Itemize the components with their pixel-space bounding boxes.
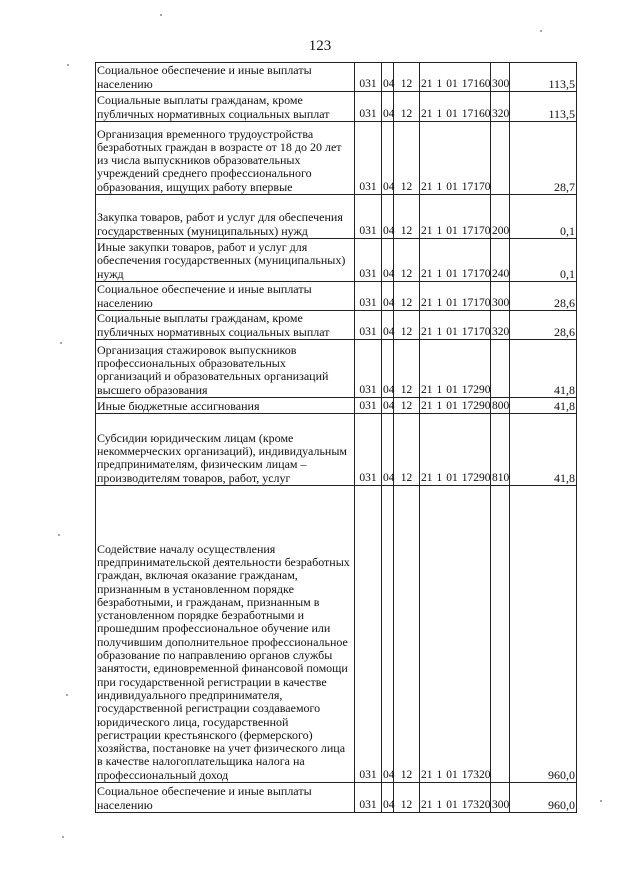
target-article-code xyxy=(420,783,491,813)
subsection-code-text: 12 xyxy=(400,267,413,280)
target-code-part: 1 xyxy=(436,180,443,193)
target-code-part: 1 xyxy=(436,383,443,396)
target-code-part: 01 xyxy=(446,471,458,484)
subsection-code-text: 12 xyxy=(400,180,413,193)
section-code xyxy=(382,63,394,92)
table-row xyxy=(96,92,577,122)
admin-code xyxy=(355,398,382,414)
admin-code xyxy=(355,414,382,486)
target-code-part: 1 xyxy=(436,107,443,120)
amount xyxy=(510,340,577,398)
target-code-part: 21 xyxy=(421,296,433,309)
table-row xyxy=(96,398,577,414)
row-name-text: Закупка товаров, работ и услуг для обеспечения государственных (муниципальных) нужд xyxy=(97,210,343,238)
target-code-part: 01 xyxy=(446,399,458,412)
row-name xyxy=(96,122,355,195)
admin-code xyxy=(355,340,382,398)
target-article-code xyxy=(420,122,491,195)
target-article-code xyxy=(420,414,491,486)
row-name xyxy=(96,92,355,122)
target-code-part: 1 xyxy=(436,267,443,280)
subsection-code-text: 12 xyxy=(400,399,413,412)
amount xyxy=(510,195,577,239)
admin-code-text: 031 xyxy=(359,798,377,811)
subsection-code-text: 12 xyxy=(400,296,413,309)
expense-type-code xyxy=(491,414,510,486)
admin-code xyxy=(355,282,382,311)
section-code xyxy=(382,282,394,311)
target-code-part: 21 xyxy=(421,768,433,781)
section-code-text: 04 xyxy=(383,768,395,781)
admin-code-text: 031 xyxy=(359,383,377,396)
target-code-part: 1 xyxy=(436,471,443,484)
table-row xyxy=(96,63,577,92)
target-code-part: 01 xyxy=(446,383,458,396)
target-code-part: 17170 xyxy=(461,296,491,309)
expense-type-code-text: 320 xyxy=(492,107,510,120)
amount-text: 960,0 xyxy=(548,767,575,782)
subsection-code xyxy=(394,340,420,398)
row-name-text: Социальное обеспечение и иные выплаты населению xyxy=(97,282,312,310)
row-name-text: Социальные выплаты гражданам, кроме публичных нормативных социальных выплат xyxy=(97,93,330,121)
amount-text: 41,8 xyxy=(554,382,575,397)
expense-type-code xyxy=(491,195,510,239)
page-number: 123 xyxy=(308,38,332,54)
target-code-part: 1 xyxy=(436,399,443,412)
target-article-code xyxy=(420,239,491,282)
admin-code-text: 031 xyxy=(359,325,377,338)
section-code xyxy=(382,340,394,398)
section-code xyxy=(382,398,394,414)
admin-code xyxy=(355,486,382,783)
amount xyxy=(510,486,577,783)
expense-type-code-text: 300 xyxy=(492,296,510,309)
amount xyxy=(510,282,577,311)
subsection-code xyxy=(394,122,420,195)
target-code-part: 1 xyxy=(436,77,443,90)
target-code-part: 17290 xyxy=(461,383,491,396)
row-name-text: Социальные выплаты гражданам, кроме публичных нормативных социальных выплат xyxy=(97,311,330,339)
target-code-part: 01 xyxy=(446,224,458,237)
amount xyxy=(510,783,577,813)
row-name xyxy=(96,414,355,486)
section-code xyxy=(382,414,394,486)
target-code-part: 17170 xyxy=(461,180,491,193)
admin-code xyxy=(355,92,382,122)
table-row xyxy=(96,239,577,282)
row-name-text: Иные бюджетные ассигнования xyxy=(97,398,260,413)
expense-type-code-text: 300 xyxy=(492,798,510,811)
target-code-part: 01 xyxy=(446,180,458,193)
admin-code-text: 031 xyxy=(359,296,377,309)
target-code-part: 17290 xyxy=(461,471,491,484)
admin-code xyxy=(355,63,382,92)
subsection-code-text: 12 xyxy=(400,107,413,120)
section-code-text: 04 xyxy=(383,798,395,811)
target-code-part: 01 xyxy=(446,768,458,781)
section-code xyxy=(382,92,394,122)
table-row xyxy=(96,340,577,398)
target-code-part: 21 xyxy=(421,325,433,338)
subsection-code xyxy=(394,92,420,122)
section-code-text: 04 xyxy=(383,325,395,338)
target-code-part: 17320 xyxy=(461,798,491,811)
target-article-code xyxy=(420,486,491,783)
target-code-part: 21 xyxy=(421,224,433,237)
row-name xyxy=(96,282,355,311)
section-code-text: 04 xyxy=(383,180,395,193)
target-article-code xyxy=(420,92,491,122)
target-code-part: 17170 xyxy=(461,325,491,338)
target-code-part: 1 xyxy=(436,224,443,237)
target-code-part: 17170 xyxy=(461,267,491,280)
target-article-code xyxy=(420,195,491,239)
expense-type-code xyxy=(491,398,510,414)
subsection-code xyxy=(394,398,420,414)
amount-text: 113,5 xyxy=(548,106,575,121)
admin-code xyxy=(355,239,382,282)
subsection-code xyxy=(394,783,420,813)
row-name xyxy=(96,311,355,340)
target-code-part: 17160 xyxy=(461,77,491,90)
amount-text: 28,7 xyxy=(554,179,575,194)
admin-code xyxy=(355,311,382,340)
row-name xyxy=(96,195,355,239)
target-code-part: 01 xyxy=(446,296,458,309)
target-code-part: 21 xyxy=(421,399,433,412)
section-code-text: 04 xyxy=(383,77,395,90)
expense-type-code xyxy=(491,486,510,783)
section-code xyxy=(382,239,394,282)
amount xyxy=(510,239,577,282)
admin-code-text: 031 xyxy=(359,224,377,237)
admin-code xyxy=(355,195,382,239)
section-code-text: 04 xyxy=(383,471,395,484)
target-code-part: 17290 xyxy=(461,399,491,412)
amount xyxy=(510,63,577,92)
admin-code-text: 031 xyxy=(359,399,377,412)
subsection-code xyxy=(394,63,420,92)
expense-type-code-text: 200 xyxy=(492,224,510,237)
expense-type-code xyxy=(491,239,510,282)
target-code-part: 21 xyxy=(421,383,433,396)
target-code-part: 01 xyxy=(446,107,458,120)
amount-text: 113,5 xyxy=(548,76,575,91)
section-code xyxy=(382,195,394,239)
row-name xyxy=(96,783,355,813)
target-code-part: 01 xyxy=(446,267,458,280)
amount xyxy=(510,311,577,340)
row-name-text: Иные закупки товаров, работ и услуг для обеспечения государственных (муниципальных) нужд xyxy=(97,240,346,281)
subsection-code-text: 12 xyxy=(400,224,413,237)
subsection-code-text: 12 xyxy=(400,768,413,781)
section-code xyxy=(382,783,394,813)
section-code xyxy=(382,311,394,340)
expense-type-code xyxy=(491,340,510,398)
row-name-text: Содействие началу осуществления предпринимательской деятельности безработных граждан, включая оказание гражданам, признанным в установленном порядке безработными, и гражданам, признанным в установленном порядке безработными и прошедшим профессиональное обучение или получившим дополнительное профессиональное образование по направлению органов службы занятости, единовременной финансовой помощи при государственной регистрации в качестве индивидуального предпринимателя, государственной регистрации создаваемого юридического лица, государственной регистрации крестьянского (фермерского) хозяйства, постановке на учет физического лица в качестве налогоплательщика налога на профессиональный доход xyxy=(97,541,350,782)
section-code-text: 04 xyxy=(383,383,395,396)
admin-code-text: 031 xyxy=(359,107,377,120)
target-code-part: 1 xyxy=(436,296,443,309)
row-name-text: Субсидии юридическим лицам (кроме некоммерческих организаций), индивидуальным предпринимателям, физическим лицам – производителям товаров, работ, услуг xyxy=(97,430,347,485)
admin-code-text: 031 xyxy=(359,77,377,90)
target-article-code xyxy=(420,311,491,340)
admin-code-text: 031 xyxy=(359,180,377,193)
row-name xyxy=(96,398,355,414)
subsection-code xyxy=(394,195,420,239)
target-code-part: 21 xyxy=(421,267,433,280)
target-article-code xyxy=(420,63,491,92)
expense-type-code-text: 240 xyxy=(492,267,510,280)
target-article-code xyxy=(420,340,491,398)
expense-type-code xyxy=(491,282,510,311)
target-code-part: 21 xyxy=(421,471,433,484)
expense-type-code-text: 810 xyxy=(492,471,510,484)
target-code-part: 1 xyxy=(436,798,443,811)
amount xyxy=(510,122,577,195)
expense-type-code xyxy=(491,63,510,92)
section-code-text: 04 xyxy=(383,399,395,412)
row-name-text: Социальное обеспечение и иные выплаты населению xyxy=(97,63,312,91)
row-name xyxy=(96,239,355,282)
admin-code-text: 031 xyxy=(359,471,377,484)
section-code xyxy=(382,122,394,195)
expense-type-code xyxy=(491,122,510,195)
row-name-text: Социальное обеспечение и иные выплаты населению xyxy=(97,784,312,812)
target-code-part: 21 xyxy=(421,107,433,120)
section-code-text: 04 xyxy=(383,267,395,280)
subsection-code xyxy=(394,239,420,282)
target-code-part: 01 xyxy=(446,77,458,90)
amount-text: 41,8 xyxy=(554,398,575,413)
subsection-code xyxy=(394,486,420,783)
budget-table xyxy=(95,62,577,813)
amount-text: 41,8 xyxy=(554,470,575,485)
row-name xyxy=(96,63,355,92)
subsection-code xyxy=(394,311,420,340)
target-code-part: 21 xyxy=(421,77,433,90)
row-name xyxy=(96,340,355,398)
amount xyxy=(510,92,577,122)
target-code-part: 21 xyxy=(421,180,433,193)
amount xyxy=(510,414,577,486)
subsection-code-text: 12 xyxy=(400,383,413,396)
section-code-text: 04 xyxy=(383,107,395,120)
table-row xyxy=(96,195,577,239)
target-code-part: 17160 xyxy=(461,107,491,120)
admin-code-text: 031 xyxy=(359,267,377,280)
expense-type-code xyxy=(491,311,510,340)
amount-text: 960,0 xyxy=(548,797,575,812)
expense-type-code-text: 800 xyxy=(492,399,510,412)
admin-code xyxy=(355,122,382,195)
table-row xyxy=(96,282,577,311)
subsection-code-text: 12 xyxy=(400,798,413,811)
target-code-part: 21 xyxy=(421,798,433,811)
target-code-part: 01 xyxy=(446,325,458,338)
target-code-part: 1 xyxy=(436,325,443,338)
amount-text: 28,6 xyxy=(554,295,575,310)
target-code-part: 1 xyxy=(436,768,443,781)
section-code-text: 04 xyxy=(383,296,395,309)
expense-type-code xyxy=(491,92,510,122)
table-row xyxy=(96,122,577,195)
table-row xyxy=(96,414,577,486)
section-code-text: 04 xyxy=(383,224,395,237)
expense-type-code-text: 320 xyxy=(492,325,510,338)
table-row xyxy=(96,311,577,340)
admin-code-text: 031 xyxy=(359,768,377,781)
subsection-code-text: 12 xyxy=(400,471,413,484)
target-article-code xyxy=(420,398,491,414)
row-name xyxy=(96,486,355,783)
subsection-code-text: 12 xyxy=(400,77,413,90)
table-row xyxy=(96,783,577,813)
target-code-part: 17170 xyxy=(461,224,491,237)
section-code xyxy=(382,486,394,783)
subsection-code-text: 12 xyxy=(400,325,413,338)
target-article-code xyxy=(420,282,491,311)
row-name-text: Организация стажировок выпускников профессиональных образовательных организаций и образовательных организаций высшего образования xyxy=(97,342,329,397)
expense-type-code-text: 300 xyxy=(492,77,510,90)
amount xyxy=(510,398,577,414)
subsection-code xyxy=(394,282,420,311)
amount-text: 0,1 xyxy=(560,266,575,281)
row-name-text: Организация временного трудоустройства безработных граждан в возрасте от 18 до 20 лет из числа выпускников образовательных учреждений среднего профессионального образования, ищущих работу впервые xyxy=(97,126,342,194)
amount-text: 0,1 xyxy=(560,223,575,238)
amount-text: 28,6 xyxy=(554,324,575,339)
expense-type-code xyxy=(491,783,510,813)
table-row xyxy=(96,486,577,783)
target-code-part: 17320 xyxy=(461,768,491,781)
subsection-code xyxy=(394,414,420,486)
admin-code xyxy=(355,783,382,813)
target-code-part: 01 xyxy=(446,798,458,811)
